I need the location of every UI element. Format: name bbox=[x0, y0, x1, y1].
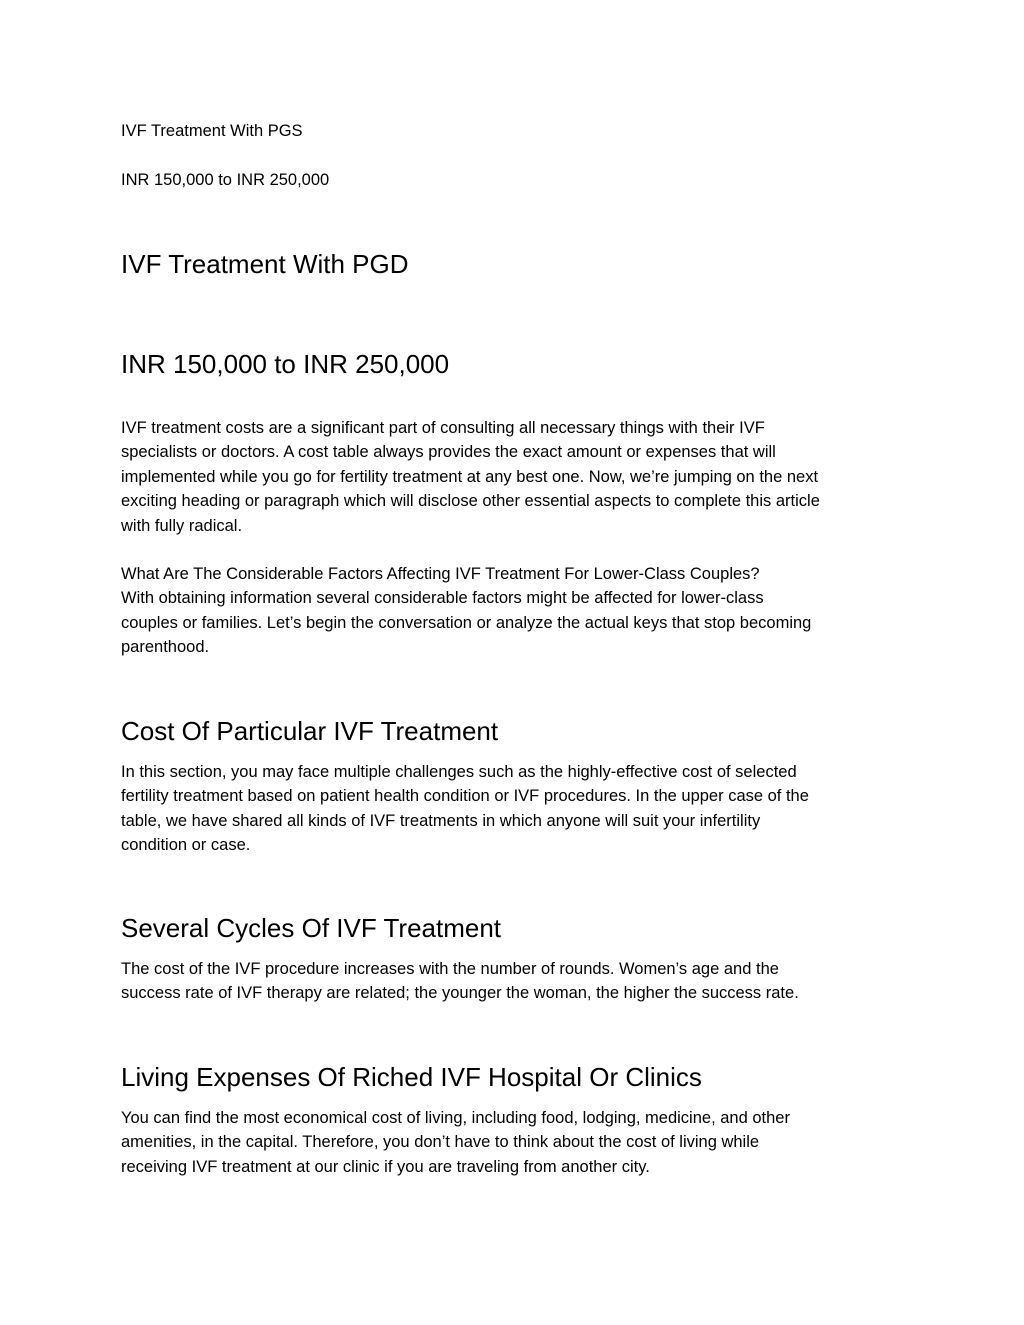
section-body-cycles bbox=[121, 957, 911, 1006]
paragraph-line: specialists or doctors. A cost table always provides the exact amount or expenses that will bbox=[121, 443, 776, 462]
section-heading-cycles: Several Cycles Of IVF Treatment bbox=[121, 913, 502, 943]
section-body-cost bbox=[121, 760, 911, 858]
paragraph-line: exciting heading or paragraph which will disclose other essential aspects to complete this article bbox=[121, 492, 820, 511]
section-heading-living: Living Expenses Of Riched IVF Hospital Or Clinics bbox=[121, 1062, 702, 1092]
paragraph-line: table, we have shared all kinds of IVF treatments in which anyone will suit your infertility bbox=[121, 811, 761, 830]
paragraph-line: IVF treatment costs are a significant part of consulting all necessary things with their IVF bbox=[121, 419, 765, 437]
pgd-heading: IVF Treatment With PGD bbox=[121, 249, 409, 279]
paragraph-line: In this section, you may face multiple challenges such as the highly-effective cost of selected bbox=[121, 763, 797, 781]
section-heading-cost: Cost Of Particular IVF Treatment bbox=[121, 716, 499, 746]
paragraph-line: implemented while you go for fertility treatment at any best one. Now, we’re jumping on the next bbox=[121, 467, 819, 486]
intro-paragraph bbox=[121, 416, 911, 538]
pgs-treatment-label: IVF Treatment With PGS bbox=[121, 122, 303, 140]
paragraph-line: The cost of the IVF procedure increases with the number of rounds. Women’s age and the bbox=[121, 960, 779, 978]
section-body-living bbox=[121, 1106, 911, 1179]
paragraph-line: couples or families. Let’s begin the conversation or analyze the actual keys that stop becoming bbox=[121, 613, 812, 632]
pgs-price-range: INR 150,000 to INR 250,000 bbox=[121, 171, 330, 189]
paragraph-line: parenthood. bbox=[121, 638, 210, 657]
pgd-price-heading: INR 150,000 to INR 250,000 bbox=[121, 349, 450, 379]
paragraph-line: amenities, in the capital. Therefore, you don’t have to think about the cost of living while bbox=[121, 1133, 760, 1152]
paragraph-line: With obtaining information several considerable factors might be affected for lower-class bbox=[121, 589, 764, 608]
paragraph-line: fertility treatment based on patient health condition or IVF procedures. In the upper case of the bbox=[121, 787, 809, 806]
paragraph-line: receiving IVF treatment at our clinic if you are traveling from another city. bbox=[121, 1157, 650, 1176]
factors-question: What Are The Considerable Factors Affecting IVF Treatment For Lower-Class Couples? bbox=[121, 565, 760, 583]
paragraph-line: success rate of IVF therapy are related; the younger the woman, the higher the success rate. bbox=[121, 984, 799, 1003]
paragraph-line: condition or case. bbox=[121, 836, 251, 855]
paragraph-line: You can find the most economical cost of living, including food, lodging, medicine, and other bbox=[121, 1109, 790, 1127]
paragraph-line: with fully radical. bbox=[121, 516, 243, 535]
factors-paragraph bbox=[121, 562, 911, 660]
